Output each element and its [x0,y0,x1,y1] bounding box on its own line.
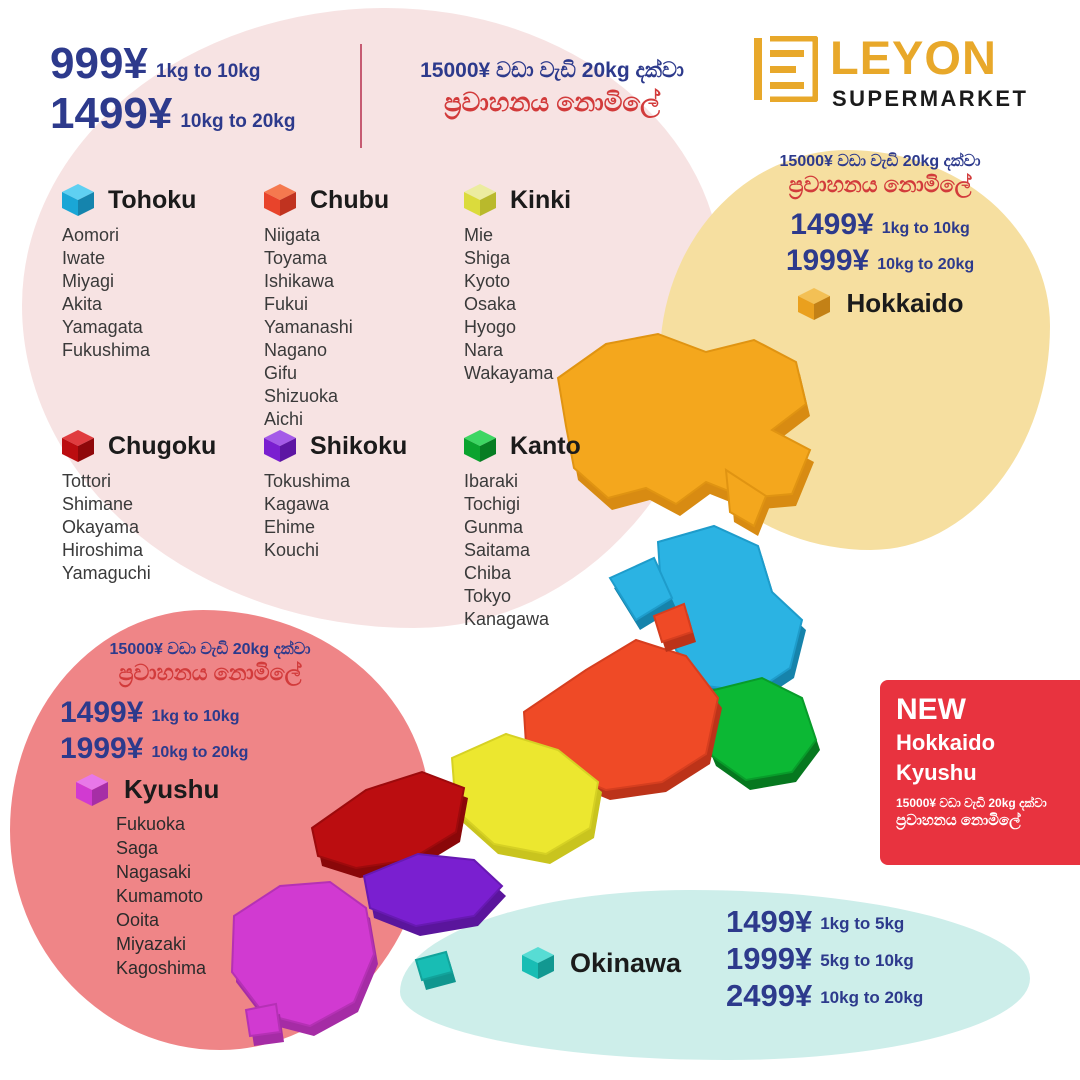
region-name: Hokkaido [846,288,964,319]
new-region-1: Hokkaido [896,729,996,755]
prefecture-item: Fukushima [62,340,151,360]
prefecture-item: Kagawa [264,494,330,514]
prefecture-item: Tokushima [264,471,351,491]
price-range: 10kg to 20kg [180,111,296,132]
promo-line-1: 15000¥ වඩා වැඩි 20kg දක්වා [420,59,684,82]
price-value: 1999¥ [785,243,870,277]
promo-line-2: ප්‍රවාහනය නොමිලේ [118,660,302,686]
promo-line-1: 15000¥ වඩා වැඩි 20kg දක්වා [779,153,981,170]
prefecture-item: Tokyo [464,586,512,606]
map-region-shikoku [364,854,506,936]
prefecture-list [116,812,380,980]
promo-line-2: ප්‍රවාහනය නොමිලේ [788,172,972,198]
cube-icon [796,286,832,322]
brand-logo [752,32,1052,122]
prefecture-item: Gifu [264,363,298,383]
price-row [726,906,923,937]
prefecture-item: Chiba [464,563,512,583]
prefecture-item: Niigata [264,225,321,245]
hokkaido-legend [720,286,1040,322]
prefecture-item: Kagoshima [116,957,207,978]
brand-name: LEYON [830,31,997,84]
price-value: 999¥ [50,39,148,88]
price-range: 5kg to 10kg [820,951,914,970]
prefecture-item: Saitama [464,540,531,560]
new-region-2: Kyushu [896,759,977,785]
legend-region-kinki [462,182,571,385]
okinawa-legend [520,945,681,981]
promo-line-2: ප්‍රවාහනය නොමිලේ [896,811,1021,829]
region-name: Kinki [510,185,572,214]
prefecture-item: Tochigi [464,494,521,514]
price-value: 1499¥ [50,89,173,138]
price-row [726,980,923,1011]
region-name: Kanto [510,431,581,460]
legend-region-chugoku [60,428,216,585]
promo-line-1: 15000¥ වඩා වැඩි 20kg දක්වා [109,641,311,658]
prefecture-item: Fukuoka [116,813,186,834]
legend-region-chubu [262,182,389,431]
price-row [50,39,350,88]
price-value: 1999¥ [726,941,813,976]
prefecture-item: Akita [62,294,103,314]
prefecture-item: Hyogo [464,317,517,337]
prefecture-list [62,224,196,362]
price-value: 1499¥ [726,904,813,939]
prefecture-list [464,470,581,631]
cube-icon [520,945,556,981]
kyushu-price-list [60,695,380,765]
cube-icon [60,182,96,218]
prefecture-item: Yamagata [62,317,143,337]
legend-region-shikoku [262,428,407,562]
region-name: Kyushu [124,774,220,805]
price-row [720,207,1040,241]
hokkaido-price-list [720,207,1040,277]
price-value: 2499¥ [726,978,813,1013]
prefecture-item: Hiroshima [62,540,144,560]
prefecture-item: Shizuoka [264,386,339,406]
prefecture-item: Shimane [62,494,134,514]
kyushu-legend [74,772,380,808]
cube-icon [262,182,298,218]
prefecture-item: Fukui [264,294,309,314]
prefecture-item: Wakayama [464,363,554,383]
price-range: 10kg to 20kg [151,743,249,761]
prefecture-item: Iwate [62,248,106,268]
prefecture-list [62,470,216,585]
kyushu-panel [40,640,380,980]
price-range: 1kg to 5kg [820,914,905,933]
prefecture-item: Saga [116,837,159,858]
prefecture-item: Aomori [62,225,120,245]
prefecture-item: Miyazaki [116,933,187,954]
price-row [726,943,923,974]
prefecture-list [264,470,407,562]
price-value: 1499¥ [790,207,874,241]
prefecture-item: Tottori [62,471,112,491]
promo-line-2: ප්‍රවාහනය නොමිලේ [444,87,660,118]
top-price-panel [50,39,350,142]
region-name: Shikoku [310,431,408,460]
vertical-divider [360,44,362,148]
legend-region-kanto [462,428,581,631]
prefecture-item: Aichi [264,409,304,429]
price-row [720,243,1040,277]
price-range: 1kg to 10kg [155,61,261,82]
price-row [50,89,350,138]
prefecture-item: Nagano [264,340,328,360]
cube-icon [462,182,498,218]
price-range: 1kg to 10kg [151,707,240,725]
prefecture-item: Ishikawa [264,271,335,291]
hokkaido-panel [720,152,1040,322]
cube-icon [60,428,96,464]
region-name: Chugoku [108,431,217,460]
map-region-okinawa [416,952,456,990]
prefecture-item: Yamanashi [264,317,353,337]
prefecture-item: Kouchi [264,540,320,560]
prefecture-item: Ibaraki [464,471,519,491]
region-name: Chubu [310,185,390,214]
region-name: Okinawa [570,947,682,978]
price-range: 1kg to 10kg [881,219,970,237]
top-promo-text [372,58,732,120]
region-name: Tohoku [108,185,197,214]
prefecture-item: Miyagi [62,271,115,291]
leyon-e-mark-icon [752,36,818,102]
price-row [60,731,380,765]
prefecture-item: Yamaguchi [62,563,151,583]
price-range: 10kg to 20kg [820,988,924,1007]
price-value: 1499¥ [60,695,144,729]
prefecture-item: Kyoto [464,271,511,291]
prefecture-item: Nara [464,340,504,360]
cube-icon [74,772,110,808]
prefecture-item: Gunma [464,517,524,537]
prefecture-item: Mie [464,225,494,245]
prefecture-item: Ooita [116,909,160,930]
price-range: 10kg to 20kg [877,255,975,273]
new-regions-badge [880,680,1080,865]
prefecture-item: Kumamoto [116,885,204,906]
prefecture-item: Toyama [264,248,328,268]
prefecture-item: Osaka [464,294,517,314]
new-badge-label: NEW [896,693,966,726]
map-region-hokkaido [558,334,814,536]
prefecture-item: Okayama [62,517,140,537]
price-row [60,695,380,729]
cube-icon [462,428,498,464]
prefecture-list [464,224,571,385]
prefecture-item: Shiga [464,248,511,268]
prefecture-list [264,224,389,431]
brand-tagline: SUPERMARKET [832,86,1029,111]
promo-line-1: 15000¥ වඩා වැඩි 20kg දක්වා [896,796,1047,811]
legend-region-tohoku [60,182,196,362]
cube-icon [262,428,298,464]
prefecture-item: Kanagawa [464,609,550,629]
okinawa-price-list [726,906,923,1017]
price-value: 1999¥ [60,731,144,765]
prefecture-item: Nagasaki [116,861,192,882]
prefecture-item: Ehime [264,517,316,537]
